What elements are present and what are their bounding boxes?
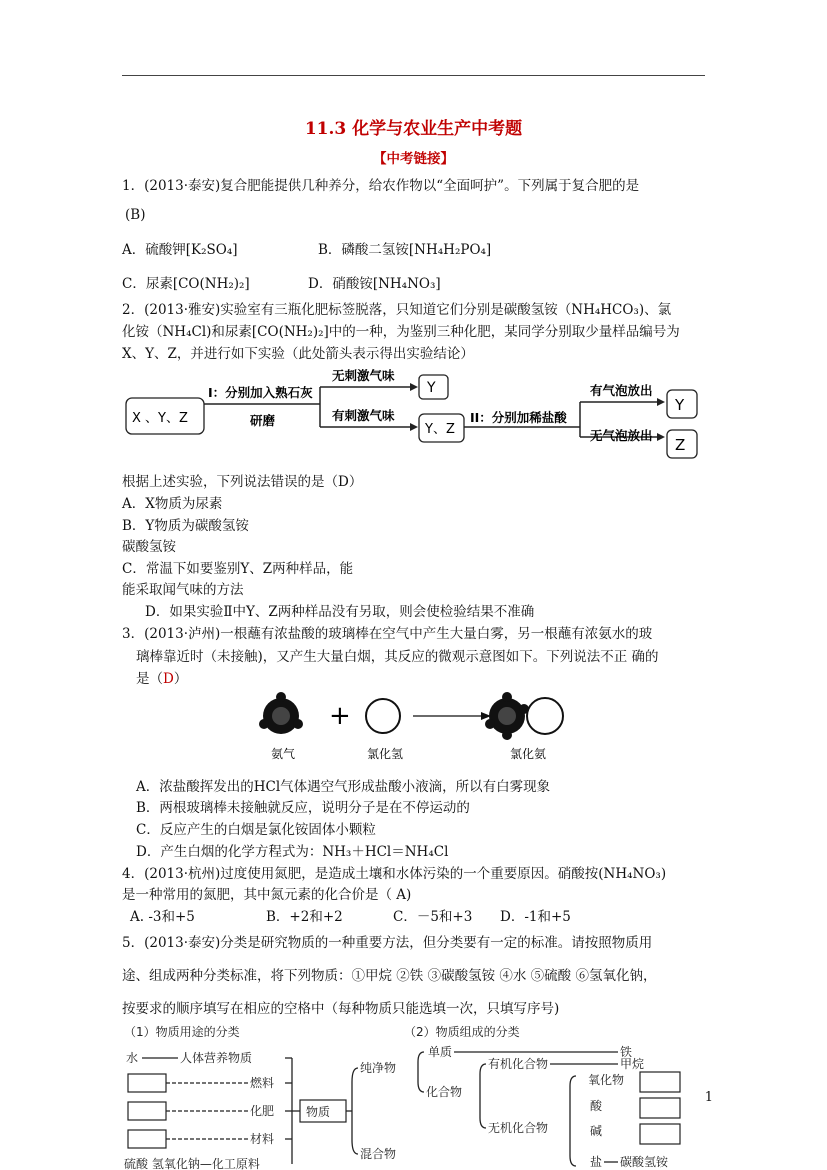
q2-y-label: Y xyxy=(427,380,436,396)
q5-acid: 酸 xyxy=(590,1099,603,1113)
q5-left-title: （1）物质用途的分类 xyxy=(124,1025,240,1039)
q2-smell: 有刺激气味 xyxy=(332,408,395,423)
q4-option-c: C．－5和+3 xyxy=(393,909,473,925)
q5-line2: 途、组成两种分类标准，将下列物质：①甲烷 ②铁 ③碳酸氢铵 ④水 ⑤硫酸 ⑥氢氧化钠， xyxy=(122,968,657,984)
q2-gas: 有气泡放出 xyxy=(590,383,653,398)
q5-compound: 化合物 xyxy=(426,1085,463,1099)
q5-water: 水 xyxy=(126,1051,139,1065)
q5-bottom: 硫酸 氢氧化钠—化工原料 xyxy=(124,1157,260,1170)
q4-option-d: D．-1和+5 xyxy=(500,909,571,925)
q1-option-c: C．尿素[CO(NH₂)₂] xyxy=(122,276,250,292)
q5-blank-base xyxy=(640,1124,680,1144)
q2-arrowhead-1 xyxy=(410,383,418,391)
q5-pure: 纯净物 xyxy=(360,1061,397,1075)
q2-flow-diagram xyxy=(120,362,710,467)
q5-fuel: 燃料 xyxy=(250,1076,275,1090)
q2-no-smell: 无刺激气味 xyxy=(332,368,395,383)
q5-blank-fert xyxy=(128,1102,166,1120)
q5-fert: 化肥 xyxy=(250,1104,275,1118)
label-nh4cl: 氯化氨 xyxy=(510,747,547,761)
q5-blank-acid xyxy=(640,1098,680,1118)
q2-arrowhead-2 xyxy=(410,423,418,431)
q5-inorganic: 无机化合物 xyxy=(488,1121,549,1135)
q2-step1-top: I：分别加入熟石灰 xyxy=(208,385,313,400)
q2-line2: 化铵（NH₄Cl)和尿素[CO(NH₂)₂]中的一种，为鉴别三种化肥，某同学分别取少量样品编号为 xyxy=(122,324,680,340)
q4-option-a: A. -3和+5 xyxy=(130,909,195,925)
q1-option-b: B．磷酸二氢铵[NH₄H₂PO₄] xyxy=(318,242,492,258)
q3-line1: 3．(2013·泸州)一根蘸有浓盐酸的玻璃棒在空气中产生大量白雾，另一根蘸有浓氨水的玻 xyxy=(122,626,653,642)
q2-y2-label: Y xyxy=(675,396,685,414)
q5-base: 碱 xyxy=(590,1124,603,1138)
q5-nh4hco3: 碳酸氢铵 xyxy=(620,1155,669,1169)
section-heading: 【中考链接】 xyxy=(373,151,454,167)
q2-line1: 2．(2013·雅安)实验室有三瓶化肥标签脱落，只知道它们分别是碳酸氢铵（NH₄HCO₃)、氯 xyxy=(122,302,672,318)
q3-option-c: C．反应产生的白烟是氯化铵固体小颗粒 xyxy=(136,822,376,838)
q5-classification-diagram xyxy=(120,1022,700,1170)
q3-option-d: D．产生白烟的化学方程式为：NH₃＋HCl＝NH₄Cl xyxy=(136,844,449,860)
q2-option-c: C．常温下如要鉴别Y、Z两种样品，能 xyxy=(122,561,354,577)
q5-organic: 有机化合物 xyxy=(488,1057,549,1071)
q5-substance: 物质 xyxy=(306,1105,331,1119)
q2-option-b: B．Y物质为碳酸氢铵 xyxy=(122,518,249,534)
q5-right-title: （2）物质组成的分类 xyxy=(404,1025,520,1039)
q3-option-b: B．两根玻璃棒未接触就反应，说明分子是在不停运动的 xyxy=(136,800,470,816)
q3-reaction-figure xyxy=(255,688,585,768)
q3-option-a: A．浓盐酸挥发出的HCl气体遇空气形成盐酸小液滴，所以有白雾现象 xyxy=(136,779,551,795)
q5-nutrient: 人体营养物质 xyxy=(180,1051,253,1065)
q2-step2: II：分别加稀盐酸 xyxy=(470,410,567,425)
q1-option-d: D．硝酸铵[NH₄NO₃] xyxy=(308,276,441,292)
q2-arrowhead-3 xyxy=(657,398,665,406)
q5-salt: 盐 xyxy=(590,1155,603,1169)
q3-line2: 璃棒靠近时（未接触)，又产生大量白烟，其反应的微观示意图如下。下列说法不正 确的 xyxy=(136,649,659,665)
q5-blank-material xyxy=(128,1130,166,1148)
q5-oxide: 氧化物 xyxy=(588,1073,625,1087)
q2-start-label: X 、Y、Z xyxy=(132,411,188,426)
q2-yz-label: Y、Z xyxy=(425,422,455,437)
q5-blank-oxide xyxy=(640,1072,680,1092)
ammonia-molecule xyxy=(259,692,303,734)
hcl-molecule xyxy=(366,699,400,733)
q5-mixture: 混合物 xyxy=(360,1147,397,1161)
q5-line1: 5．(2013·泰安)分类是研究物质的一种重要方法，但分类要有一定的标准。请按照物质用 xyxy=(122,935,653,951)
q2-step1-bottom: 研磨 xyxy=(250,413,276,428)
q2-arrowhead-4 xyxy=(657,433,665,441)
q1-stem: 1．(2013·泰安)复合肥能提供几种养分，给农作物以“全面呵护”。下列属于复合肥的是 xyxy=(122,178,640,194)
q5-element: 单质 xyxy=(428,1045,453,1059)
q5-line3: 按要求的顺序填写在相应的空格中（每种物质只能选填一次，只填写序号) xyxy=(122,1001,560,1017)
q1-answer: (B) xyxy=(125,207,146,223)
page-title: 11.3 化学与农业生产中考题 xyxy=(304,119,523,139)
q2-z-label: Z xyxy=(675,436,686,454)
plus-sign: + xyxy=(329,701,351,731)
q2-line3: X、Y、Z，并进行如下实验（此处箭头表示得出实验结论） xyxy=(122,346,474,362)
page-number: 1 xyxy=(704,1090,713,1105)
label-ammonia: 氨气 xyxy=(271,747,296,761)
ammonium-chloride-molecule xyxy=(485,692,563,740)
header-rule xyxy=(122,75,705,76)
q2-option-c-cont: 能采取闻气味的方法 xyxy=(122,582,244,598)
q5-material: 材料 xyxy=(250,1132,275,1146)
q4-option-b: B．+2和+2 xyxy=(266,909,343,925)
label-hcl: 氯化氢 xyxy=(367,747,404,761)
q2-ask: 根据上述实验，下列说法错误的是（D） xyxy=(122,474,363,490)
q2-option-d: D．如果实验Ⅱ中Y、Z两种样品没有另取，则会使检验结果不准确 xyxy=(145,604,535,620)
q5-iron: 铁 xyxy=(620,1045,633,1059)
q2-no-gas: 无气泡放出 xyxy=(590,428,653,443)
q4-line2: 是一种常用的氮肥，其中氮元素的化合价是（ A) xyxy=(122,887,412,903)
q4-line1: 4．(2013·杭州)过度使用氮肥，是造成土壤和水体污染的一个重要原因。硝酸按(NH₄NO₃) xyxy=(122,866,667,882)
q3-answer: D xyxy=(163,671,174,687)
q2-option-a: A．X物质为尿素 xyxy=(122,496,223,512)
q5-blank-fuel xyxy=(128,1074,166,1092)
q2-option-b-cont: 碳酸氢铵 xyxy=(122,539,176,555)
q3-line3: 是（D） xyxy=(136,671,188,687)
q5-methane: 甲烷 xyxy=(620,1057,645,1071)
q1-option-a: A．硫酸钾[K₂SO₄] xyxy=(122,242,238,258)
